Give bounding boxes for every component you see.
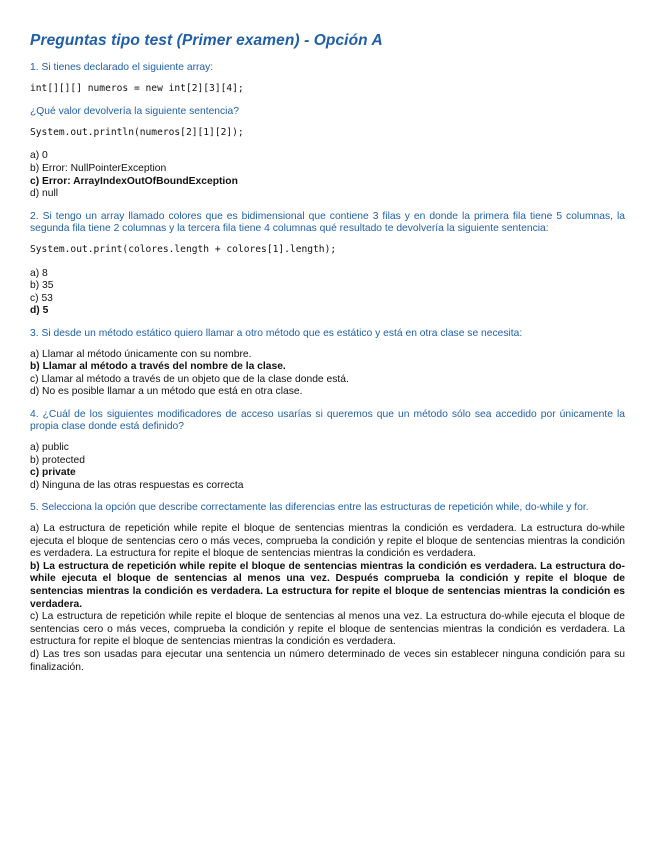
question-4-text: 4. ¿Cuál de los siguientes modificadores de acceso usarías si queremos que un método sólo sea accedido por únicamente la propia clase donde está definido?	[30, 408, 625, 433]
question-3-option-b: b) Llamar al método a través del nombre de la clase.	[30, 361, 286, 373]
question-1-options	[30, 150, 625, 200]
question-3-option-a: a) Llamar al método únicamente con su nombre.	[30, 348, 252, 360]
question-1	[30, 62, 625, 201]
question-1-subtext: ¿Qué valor devolvería la siguiente sentencia?	[30, 106, 239, 118]
question-1-option-d: d) null	[30, 188, 59, 200]
question-2-option-d: d) 5	[30, 305, 49, 317]
question-1-code-2: System.out.println(numeros[2][1][2]);	[30, 126, 244, 138]
question-5-text: 5. Selecciona la opción que describe correctamente las diferencias entre las estructuras de repetición while, do-while y for.	[30, 502, 589, 514]
question-1-text: 1. Si tienes declarado el siguiente array:	[30, 62, 214, 73]
question-3-text: 3. Si desde un método estático quiero llamar a otro método que es estático y está en otra clase se necesita:	[30, 327, 523, 339]
question-1-option-b: b) Error: NullPointerException	[30, 162, 167, 174]
question-1-code: int[][][] numeros = new int[2][3][4];	[30, 82, 244, 94]
question-4	[30, 409, 625, 493]
question-4-option-d: d) Ninguna de las otras respuestas es correcta	[30, 479, 244, 491]
question-2-code: System.out.print(colores.length + colores[1].length);	[30, 243, 337, 255]
question-5-option-a: a) La estructura de repetición while repite el bloque de sentencias mientras la condición es verdadera. La estructura do-while ejecuta el bloque de sentencias cero o más veces, comprueba la condición y repite el bloque de sentencias mientras la condición es verdadera. La estructura for repite el bloque de sentencias mientras la condición es verdadera.	[30, 523, 625, 560]
question-4-option-b: b) protected	[30, 454, 85, 466]
question-3-options	[30, 349, 625, 399]
question-1-option-a: a) 0	[30, 150, 48, 162]
question-5-options	[30, 523, 625, 674]
question-2-option-b: b) 35	[30, 280, 54, 292]
page-title: Preguntas tipo test (Primer examen) - Opción A	[30, 32, 383, 49]
question-5-option-d: d) Las tres son usadas para ejecutar una sentencia un número determinado de veces sin establecer ninguna condición para su finalización.	[30, 648, 625, 673]
question-2-option-a: a) 8	[30, 267, 48, 279]
question-5-option-b: b) La estructura de repetición while repite el bloque de sentencias mientras la condición es verdadera. La estructura do-while ejecuta el bloque de sentencias al menos una vez. Después comprueba la condición y repite el bloque de sentencias mientras la condición es verdadera. La estructura for repite el bloque de sentencias mientras la condición es verdadera.	[30, 560, 625, 610]
question-4-options	[30, 442, 625, 492]
question-4-option-c: c) private	[30, 467, 76, 479]
question-3-option-d: d) No es posible llamar a un método que está en otra clase.	[30, 386, 303, 398]
question-5-option-c: c) La estructura de repetición while repite el bloque de sentencias al menos una vez. La estructura do-while ejecuta el bloque de sentencias cero o más veces, comprueba la condición y repite el bloque de sentencias mientras la condición es verdadera. La estructura for repite el bloque de sentencias mientras la condición es verdadera.	[30, 611, 625, 648]
question-2-text: 2. Si tengo un array llamado colores que es bidimensional que contiene 3 filas y en donde la primera fila tiene 5 columnas, la segunda fila tiene 2 columnas y la tercera fila tiene 4 columnas qué resultado te devolvería la siguiente sentencia:	[30, 210, 625, 235]
question-2-option-c: c) 53	[30, 292, 53, 304]
question-2	[30, 211, 625, 318]
question-5	[30, 502, 625, 674]
question-3-option-c: c) Llamar al método a través de un objeto que de la clase donde está.	[30, 373, 349, 385]
question-1-option-c: c) Error: ArrayIndexOutOfBoundException	[30, 175, 238, 187]
question-3	[30, 328, 625, 399]
question-2-options	[30, 268, 625, 318]
question-4-option-a: a) public	[30, 442, 69, 454]
